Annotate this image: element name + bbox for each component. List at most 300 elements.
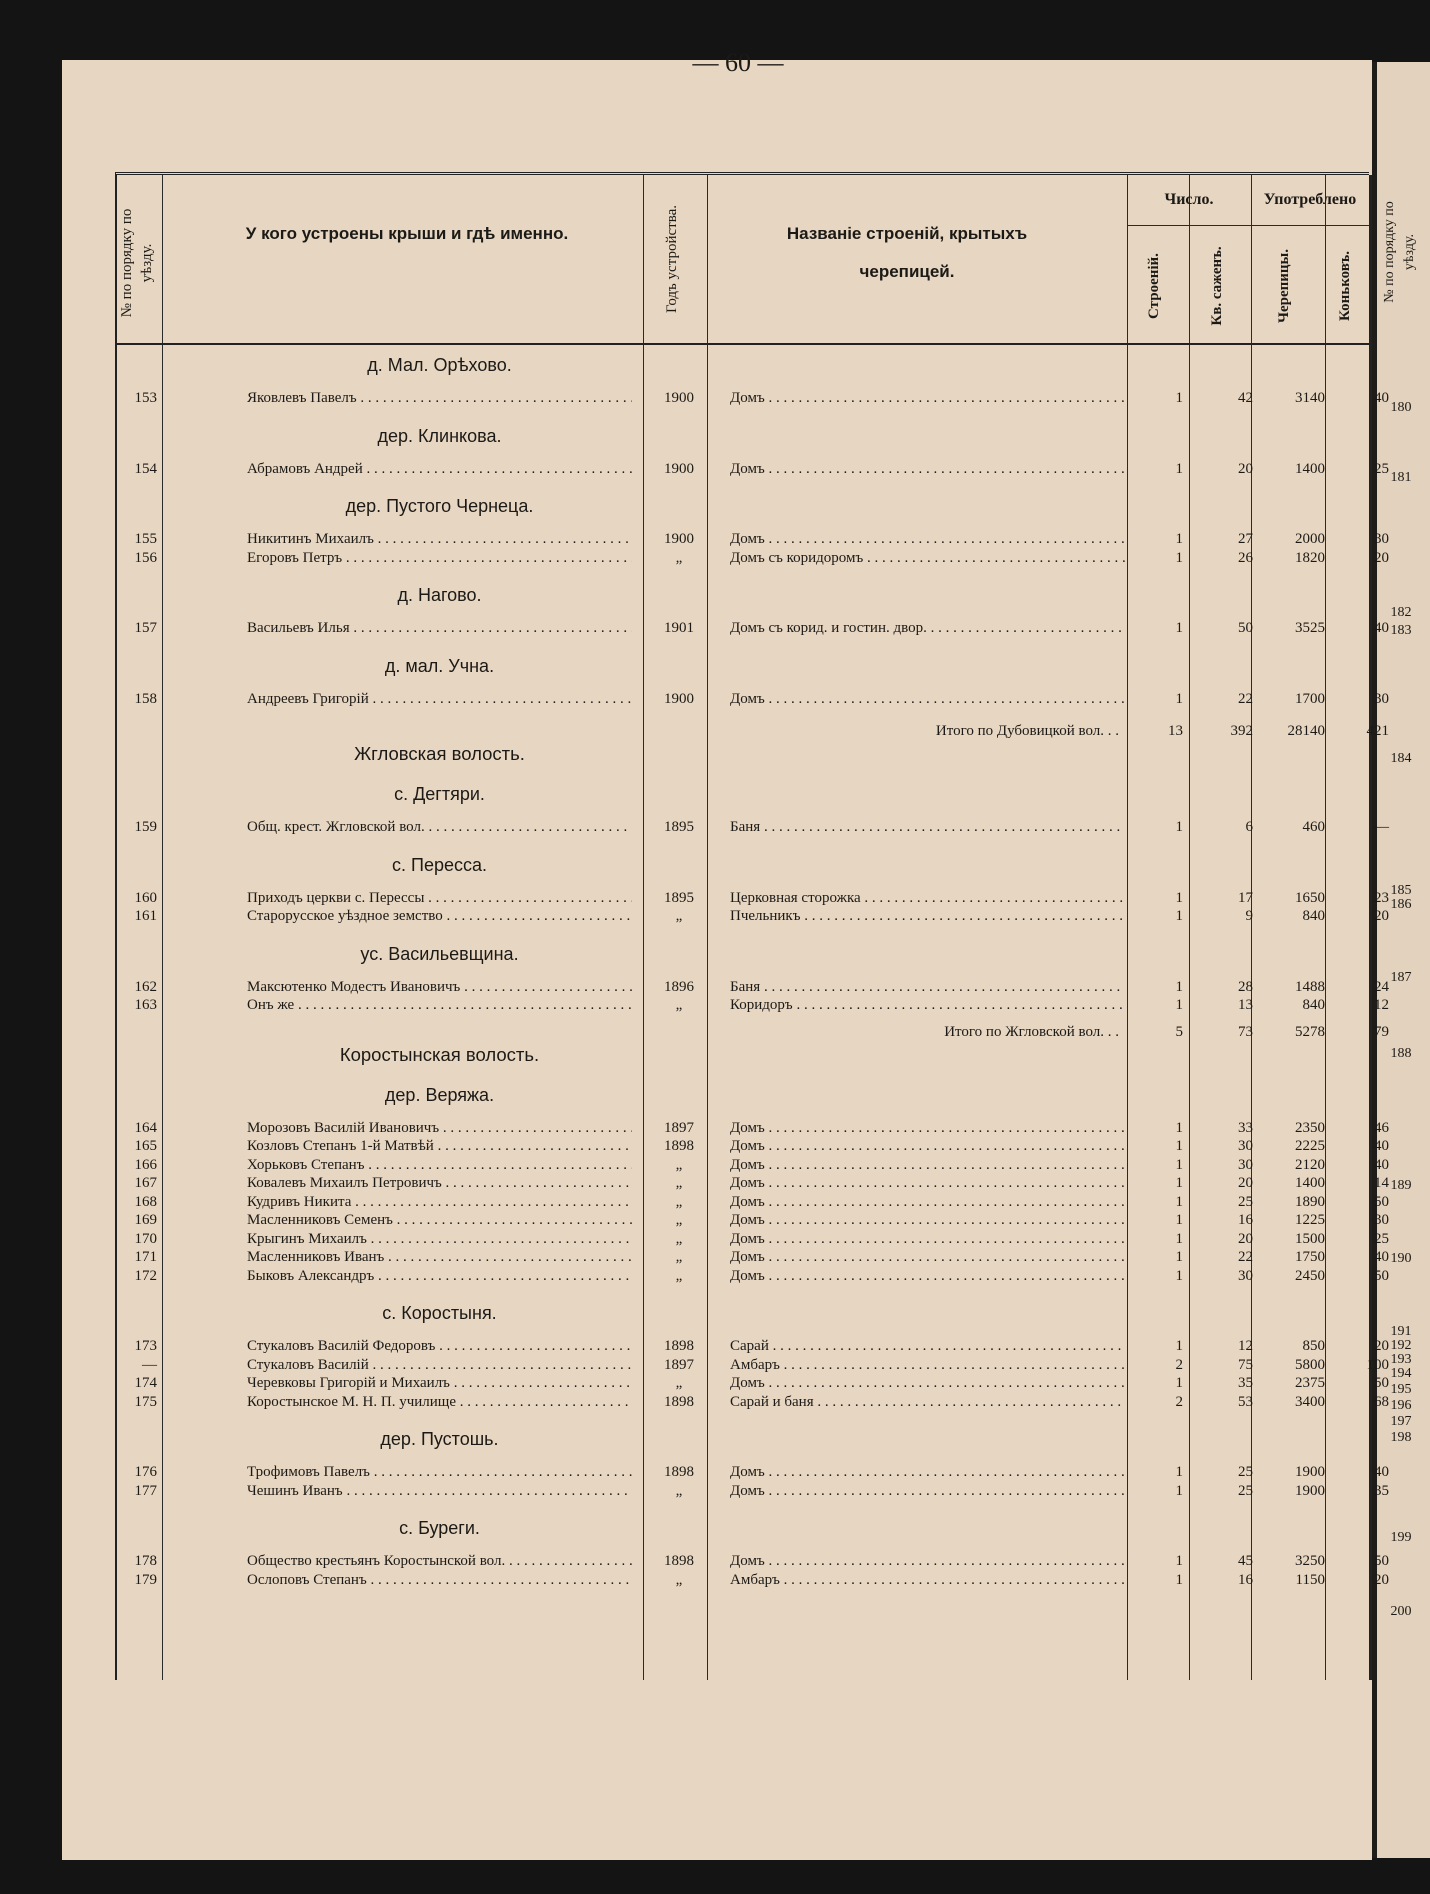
header-count-group: Число. xyxy=(1164,191,1214,208)
building-cell: Домъ . . . xyxy=(730,689,1125,709)
building-cell: Церковная сторожка . . . xyxy=(730,888,1125,908)
row-number: 168 xyxy=(134,1193,157,1210)
tiles-cell: 460 xyxy=(1302,819,1325,835)
row-number: 178 xyxy=(134,1553,157,1569)
table-row xyxy=(117,1481,1389,1501)
year-cell: 1897 xyxy=(664,1356,694,1373)
building-cell: Домъ . . . xyxy=(730,1462,1125,1482)
owner-cell: Онъ же . . . xyxy=(247,995,632,1015)
structures-cell: 1 xyxy=(1175,1249,1183,1265)
building-cell: Домъ . . . xyxy=(730,1481,1125,1501)
owner-cell: Кудривъ Никита . . . xyxy=(247,1192,632,1212)
next-page-row-number: 196 xyxy=(1390,1398,1412,1413)
next-page-row-number: 194 xyxy=(1390,1366,1412,1381)
section-heading xyxy=(117,651,1369,681)
table-row xyxy=(117,1155,1389,1175)
building-cell: Сарай . . . xyxy=(730,1336,1125,1356)
year-cell: „ xyxy=(675,1571,683,1588)
sq-sazhen-cell: 25 xyxy=(1238,1193,1253,1210)
owner-cell: Андреевъ Григорій . . . xyxy=(247,689,632,709)
building-cell: Баня . . . xyxy=(730,977,1125,997)
next-page-row-number: 190 xyxy=(1390,1251,1412,1266)
year-cell: 1898 xyxy=(664,1553,694,1569)
sq-sazhen-cell: 22 xyxy=(1238,1249,1253,1265)
ridges-cell: 50 xyxy=(1374,1267,1389,1284)
structures-cell: 1 xyxy=(1175,1464,1183,1480)
next-page-row-number: 198 xyxy=(1390,1430,1412,1445)
row-number: 162 xyxy=(134,978,157,995)
sq-sazhen-cell: 30 xyxy=(1238,1267,1253,1284)
owner-cell: Масленниковъ Иванъ . . . xyxy=(247,1247,632,1267)
ridges-cell: 20 xyxy=(1374,1338,1389,1354)
owner-cell: Васильевъ Илья . . . xyxy=(247,618,632,638)
total-tiles: 5278 xyxy=(1295,1023,1325,1040)
tiles-cell: 850 xyxy=(1302,1338,1325,1354)
owner-cell: Общество крестьянъ Коростынской вол. . . . xyxy=(247,1551,632,1571)
building-cell: Домъ . . . xyxy=(730,1551,1125,1571)
building-cell: Домъ . . . xyxy=(730,1173,1125,1193)
sq-sazhen-cell: 45 xyxy=(1238,1553,1253,1569)
table-row xyxy=(117,618,1389,638)
year-cell: „ xyxy=(675,549,683,566)
total-row xyxy=(117,721,1389,741)
structures-cell: 2 xyxy=(1175,1393,1183,1410)
owner-cell: Морозовъ Василій Ивановичъ . . . xyxy=(247,1118,632,1138)
next-page-row-number: 182 xyxy=(1390,605,1412,620)
ridges-cell: 40 xyxy=(1374,1249,1389,1265)
building-cell: Амбаръ . . . xyxy=(730,1355,1125,1375)
row-number: 175 xyxy=(134,1393,157,1410)
row-number: 177 xyxy=(134,1482,157,1499)
sq-sazhen-cell: 30 xyxy=(1238,1138,1253,1154)
ridges-cell: 24 xyxy=(1374,978,1389,995)
table-row xyxy=(117,548,1389,568)
table-row xyxy=(117,1570,1389,1590)
tiles-cell: 840 xyxy=(1302,908,1325,924)
owner-cell: Максютенко Модестъ Ивановичъ . . . xyxy=(247,977,632,997)
next-page-row-number: 197 xyxy=(1390,1414,1412,1429)
owner-cell: Старорусское уѣздное земство . . . xyxy=(247,906,632,926)
structures-cell: 1 xyxy=(1175,889,1183,906)
structures-cell: 1 xyxy=(1175,1338,1183,1354)
total-sq-sazhen: 392 xyxy=(1230,723,1253,739)
next-page-row-number: 193 xyxy=(1390,1352,1412,1367)
tiles-cell: 2120 xyxy=(1295,1156,1325,1173)
next-page-row-number: 195 xyxy=(1390,1382,1412,1397)
table-row xyxy=(117,459,1389,479)
ridges-cell: 23 xyxy=(1374,889,1389,906)
building-cell: Домъ . . . xyxy=(730,459,1125,479)
locality-title: ус. Васильевщина. xyxy=(360,943,519,964)
tiles-cell: 1150 xyxy=(1295,1571,1325,1588)
row-number: 164 xyxy=(134,1119,157,1136)
table-row xyxy=(117,977,1389,997)
sq-sazhen-cell: 42 xyxy=(1238,390,1253,406)
structures-cell: 1 xyxy=(1175,549,1183,566)
tiles-cell: 3250 xyxy=(1295,1553,1325,1569)
owner-cell: Яковлевъ Павелъ . . . xyxy=(247,388,632,408)
building-cell: Домъ . . . xyxy=(730,1210,1125,1230)
table-row xyxy=(117,1210,1389,1230)
volost-heading xyxy=(117,1040,1369,1070)
section-heading xyxy=(117,779,1369,809)
ridges-cell: 25 xyxy=(1374,1230,1389,1247)
building-cell: Домъ . . . xyxy=(730,1118,1125,1138)
owner-cell: Черевковы Григорій и Михаилъ . . . xyxy=(247,1373,632,1393)
owner-cell: Никитинъ Михаилъ . . . xyxy=(247,529,632,549)
sq-sazhen-cell: 25 xyxy=(1238,1482,1253,1499)
tiles-cell: 5800 xyxy=(1295,1356,1325,1373)
structures-cell: 1 xyxy=(1175,1212,1183,1228)
structures-cell: 1 xyxy=(1175,1138,1183,1154)
owner-cell: Хорьковъ Степанъ . . . xyxy=(247,1155,632,1175)
sq-sazhen-cell: 6 xyxy=(1245,819,1253,835)
row-number: 155 xyxy=(134,531,157,547)
total-structures: 5 xyxy=(1175,1023,1183,1040)
owner-cell: Крыгинъ Михаилъ . . . xyxy=(247,1229,632,1249)
row-number: 156 xyxy=(134,549,157,566)
next-page-row-number: 188 xyxy=(1390,1046,1412,1061)
ridges-cell: 40 xyxy=(1374,1464,1389,1480)
header-tiles: Черепицы. xyxy=(1276,248,1292,324)
row-number: 157 xyxy=(134,620,157,636)
year-cell: 1900 xyxy=(664,390,694,406)
sq-sazhen-cell: 27 xyxy=(1238,531,1253,547)
building-cell: Домъ . . . xyxy=(730,1247,1125,1267)
ridges-cell: 40 xyxy=(1374,620,1389,636)
ridges-cell: 100 xyxy=(1366,1356,1389,1373)
structures-cell: 1 xyxy=(1175,819,1183,835)
data-table xyxy=(115,172,1389,1680)
section-heading xyxy=(117,1080,1369,1110)
ridges-cell: 40 xyxy=(1374,390,1389,406)
year-cell: 1898 xyxy=(664,1393,694,1410)
section-heading xyxy=(117,350,1369,380)
year-cell: „ xyxy=(675,1249,683,1265)
row-number: — xyxy=(142,1356,157,1373)
table-row xyxy=(117,817,1389,837)
header-year: Годъ устройства. xyxy=(664,205,680,313)
tiles-cell: 3525 xyxy=(1295,620,1325,636)
row-number: 158 xyxy=(134,690,157,707)
next-page-row-number: 192 xyxy=(1390,1338,1412,1353)
tiles-cell: 2450 xyxy=(1295,1267,1325,1284)
header-ridges: Коньковъ. xyxy=(1337,251,1353,321)
owner-cell: Масленниковъ Семенъ . . . xyxy=(247,1210,632,1230)
year-cell: „ xyxy=(675,997,683,1013)
structures-cell: 1 xyxy=(1175,1267,1183,1284)
structures-cell: 1 xyxy=(1175,1482,1183,1499)
owner-cell: Чешинъ Иванъ . . . xyxy=(247,1481,632,1501)
row-number: 179 xyxy=(134,1571,157,1588)
tiles-cell: 1500 xyxy=(1295,1230,1325,1247)
building-cell: Домъ . . . xyxy=(730,1155,1125,1175)
tiles-cell: 3400 xyxy=(1295,1393,1325,1410)
table-row xyxy=(117,1462,1389,1482)
owner-cell: Ковалевъ Михаилъ Петровичъ . . . xyxy=(247,1173,632,1193)
sq-sazhen-cell: 53 xyxy=(1238,1393,1253,1410)
next-page-row-number: 180 xyxy=(1390,400,1412,415)
section-heading xyxy=(117,1513,1369,1543)
ridges-cell: — xyxy=(1374,819,1389,835)
building-cell: Домъ . . . xyxy=(730,1229,1125,1249)
year-cell: „ xyxy=(675,1375,683,1391)
locality-title: дер. Пустого Чернеца. xyxy=(345,496,534,516)
header-num: № по порядку по уѣзду. xyxy=(119,208,155,318)
ridges-cell: 12 xyxy=(1374,997,1389,1013)
tiles-cell: 2000 xyxy=(1295,531,1325,547)
total-label: Итого по Дубовицкой вол. . . xyxy=(935,723,1119,739)
section-heading xyxy=(117,491,1369,521)
year-cell: 1896 xyxy=(664,978,694,995)
header-building: Названіе строеній, крытыхъ черепицей. xyxy=(786,224,1028,281)
owner-cell: Стукаловъ Василій Федоровъ . . . xyxy=(247,1336,632,1356)
sq-sazhen-cell: 28 xyxy=(1238,978,1253,995)
year-cell: 1900 xyxy=(664,460,694,477)
row-number: 169 xyxy=(134,1212,157,1228)
building-cell: Домъ . . . xyxy=(730,1136,1125,1156)
row-number: 161 xyxy=(134,908,157,924)
structures-cell: 2 xyxy=(1175,1356,1183,1373)
row-number: 166 xyxy=(134,1156,157,1173)
structures-cell: 1 xyxy=(1175,1571,1183,1588)
year-cell: 1901 xyxy=(664,620,694,636)
building-cell: Сарай и баня . . . xyxy=(730,1392,1125,1412)
table-row xyxy=(117,1118,1389,1138)
locality-title: д. Мал. Орѣхово. xyxy=(367,355,512,375)
section-heading xyxy=(117,421,1369,451)
tiles-cell: 2225 xyxy=(1295,1138,1325,1154)
building-cell: Домъ . . . xyxy=(730,1192,1125,1212)
sq-sazhen-cell: 20 xyxy=(1238,1175,1253,1191)
locality-title: д. Нагово. xyxy=(397,585,482,605)
locality-title: с. Буреги. xyxy=(399,1518,480,1538)
ridges-cell: 46 xyxy=(1374,1119,1389,1136)
locality-title: дер. Пустошь. xyxy=(380,1429,499,1449)
tiles-cell: 1900 xyxy=(1295,1464,1325,1480)
total-structures: 13 xyxy=(1168,723,1183,739)
total-label: Итого по Жгловской вол. . . xyxy=(944,1023,1119,1040)
sq-sazhen-cell: 35 xyxy=(1238,1375,1253,1391)
ridges-cell: 35 xyxy=(1374,1482,1389,1499)
building-cell: Баня . . . xyxy=(730,817,1125,837)
year-cell: 1895 xyxy=(664,819,694,835)
year-cell: „ xyxy=(675,1482,683,1499)
next-page-row-number: 189 xyxy=(1390,1178,1412,1193)
tiles-cell: 1225 xyxy=(1295,1212,1325,1228)
building-cell: Домъ съ корид. и гостин. двор. . . . xyxy=(730,618,1125,638)
total-sq-sazhen: 73 xyxy=(1238,1023,1253,1040)
tiles-cell: 1750 xyxy=(1295,1249,1325,1265)
ridges-cell: 30 xyxy=(1374,1212,1389,1228)
year-cell: „ xyxy=(675,1267,683,1284)
ridges-cell: 30 xyxy=(1374,531,1389,547)
section-heading xyxy=(117,1298,1369,1328)
row-number: 154 xyxy=(134,460,157,477)
building-cell: Домъ съ коридоромъ . . . xyxy=(730,548,1125,568)
table-row xyxy=(117,1551,1389,1571)
year-cell: 1898 xyxy=(664,1138,694,1154)
next-page-row-number: 187 xyxy=(1390,970,1412,985)
locality-title: дер. Клинкова. xyxy=(377,425,502,446)
year-cell: „ xyxy=(675,1175,683,1191)
row-number: 172 xyxy=(134,1267,157,1284)
header-used-group: Употреблено xyxy=(1263,191,1357,208)
next-page-row-number: 191 xyxy=(1390,1324,1412,1339)
header-structures: Строеній. xyxy=(1146,253,1162,319)
tiles-cell: 2350 xyxy=(1295,1119,1325,1136)
sq-sazhen-cell: 33 xyxy=(1238,1119,1253,1136)
ridges-cell: 20 xyxy=(1374,549,1389,566)
year-cell: „ xyxy=(675,1230,683,1247)
sq-sazhen-cell: 25 xyxy=(1238,1464,1253,1480)
table-row xyxy=(117,1355,1389,1375)
year-cell: „ xyxy=(675,1193,683,1210)
next-page-row-number: 199 xyxy=(1390,1530,1412,1545)
ridges-cell: 20 xyxy=(1374,908,1389,924)
sq-sazhen-cell: 17 xyxy=(1238,889,1253,906)
year-cell: 1900 xyxy=(664,531,694,547)
locality-title: дер. Веряжа. xyxy=(384,1084,495,1105)
tiles-cell: 1400 xyxy=(1295,1175,1325,1191)
ridges-cell: 14 xyxy=(1374,1175,1389,1191)
table-row xyxy=(117,689,1389,709)
volost-title: Коростынская волость. xyxy=(339,1043,540,1065)
table-row xyxy=(117,1373,1389,1393)
section-heading xyxy=(117,580,1369,610)
ridges-cell: 20 xyxy=(1374,1571,1389,1588)
sq-sazhen-cell: 9 xyxy=(1245,908,1253,924)
building-cell: Домъ . . . xyxy=(730,1373,1125,1393)
structures-cell: 1 xyxy=(1175,531,1183,547)
structures-cell: 1 xyxy=(1175,690,1183,707)
year-cell: 1898 xyxy=(664,1338,694,1354)
next-page-row-number: 181 xyxy=(1390,470,1412,485)
tiles-cell: 1700 xyxy=(1295,690,1325,707)
row-number: 163 xyxy=(134,997,157,1013)
year-cell: 1898 xyxy=(664,1464,694,1480)
next-page-row-number: 200 xyxy=(1390,1604,1412,1619)
next-page-header: № по порядку по уѣзду. xyxy=(1382,201,1417,303)
section-heading xyxy=(117,1424,1369,1454)
building-cell: Амбаръ . . . xyxy=(730,1570,1125,1590)
locality-title: с. Дегтяри. xyxy=(394,784,485,804)
table-row xyxy=(117,1173,1389,1193)
table-row xyxy=(117,1336,1389,1356)
structures-cell: 1 xyxy=(1175,1375,1183,1391)
owner-cell: Общ. крест. Жгловской вол. . . . xyxy=(247,817,632,837)
tiles-cell: 840 xyxy=(1302,997,1325,1013)
owner-cell: Трофимовъ Павелъ . . . xyxy=(247,1462,632,1482)
row-number: 176 xyxy=(134,1464,157,1480)
year-cell: „ xyxy=(675,1156,683,1173)
building-cell: Домъ . . . xyxy=(730,1266,1125,1286)
ridges-cell: 50 xyxy=(1374,1553,1389,1569)
year-cell: „ xyxy=(675,1212,683,1228)
table-row xyxy=(117,1247,1389,1267)
row-number: 160 xyxy=(134,889,157,906)
sq-sazhen-cell: 12 xyxy=(1238,1338,1253,1354)
section-heading xyxy=(117,850,1369,880)
structures-cell: 1 xyxy=(1175,1175,1183,1191)
sq-sazhen-cell: 16 xyxy=(1238,1571,1253,1588)
ridges-cell: 68 xyxy=(1374,1393,1389,1410)
table-row xyxy=(117,888,1389,908)
table-row xyxy=(117,1266,1389,1286)
year-cell: 1895 xyxy=(664,889,694,906)
sq-sazhen-cell: 20 xyxy=(1238,460,1253,477)
row-number: 174 xyxy=(134,1375,157,1391)
ridges-cell: 40 xyxy=(1374,1156,1389,1173)
year-cell: 1897 xyxy=(664,1119,694,1136)
year-cell: „ xyxy=(675,908,683,924)
ridges-cell: 25 xyxy=(1374,460,1389,477)
row-number: 173 xyxy=(134,1338,157,1354)
owner-cell: Ослоповъ Степанъ . . . xyxy=(247,1570,632,1590)
structures-cell: 1 xyxy=(1175,460,1183,477)
building-cell: Домъ . . . xyxy=(730,529,1125,549)
structures-cell: 1 xyxy=(1175,1119,1183,1136)
tiles-cell: 1900 xyxy=(1295,1482,1325,1499)
table-row xyxy=(117,1136,1389,1156)
row-number: 167 xyxy=(134,1175,157,1191)
tiles-cell: 1890 xyxy=(1295,1193,1325,1210)
section-heading xyxy=(117,939,1369,969)
row-number: 171 xyxy=(134,1249,157,1265)
sq-sazhen-cell: 16 xyxy=(1238,1212,1253,1228)
tiles-cell: 1650 xyxy=(1295,889,1325,906)
ridges-cell: 50 xyxy=(1374,1375,1389,1391)
sq-sazhen-cell: 30 xyxy=(1238,1156,1253,1173)
tiles-cell: 3140 xyxy=(1295,390,1325,406)
structures-cell: 1 xyxy=(1175,1553,1183,1569)
building-cell: Коридоръ . . . xyxy=(730,995,1125,1015)
next-page-row-number: 183 xyxy=(1390,623,1412,638)
building-cell: Домъ . . . xyxy=(730,388,1125,408)
total-tiles: 28140 xyxy=(1287,723,1325,739)
row-number: 165 xyxy=(134,1138,157,1154)
structures-cell: 1 xyxy=(1175,1193,1183,1210)
owner-cell: Стукаловъ Василій . . . xyxy=(247,1355,632,1375)
structures-cell: 1 xyxy=(1175,1156,1183,1173)
row-number: 159 xyxy=(134,819,157,835)
header-sq-sazhen: Кв. саженъ. xyxy=(1209,246,1225,326)
structures-cell: 1 xyxy=(1175,978,1183,995)
next-page-row-number: 186 xyxy=(1390,897,1412,912)
table-row xyxy=(117,1392,1389,1412)
tiles-cell: 1820 xyxy=(1295,549,1325,566)
volost-title: Жгловская волость. xyxy=(354,743,525,764)
sq-sazhen-cell: 26 xyxy=(1238,549,1253,566)
row-number: 153 xyxy=(134,390,157,406)
total-ridges: 421 xyxy=(1366,723,1389,739)
owner-cell: Абрамовъ Андрей . . . xyxy=(247,459,632,479)
structures-cell: 1 xyxy=(1175,620,1183,636)
total-row xyxy=(117,1022,1389,1042)
sq-sazhen-cell: 75 xyxy=(1238,1356,1253,1373)
structures-cell: 1 xyxy=(1175,390,1183,406)
structures-cell: 1 xyxy=(1175,997,1183,1013)
owner-cell: Приходъ церкви с. Пересcы . . . xyxy=(247,888,632,908)
owner-cell: Козловъ Степанъ 1-й Матвѣй . . . xyxy=(247,1136,632,1156)
year-cell: 1900 xyxy=(664,690,694,707)
ridges-cell: 30 xyxy=(1374,690,1389,707)
structures-cell: 1 xyxy=(1175,908,1183,924)
total-ridges: 79 xyxy=(1374,1023,1389,1040)
ridges-cell: 50 xyxy=(1374,1193,1389,1210)
sq-sazhen-cell: 22 xyxy=(1238,690,1253,707)
tiles-cell: 1400 xyxy=(1295,460,1325,477)
